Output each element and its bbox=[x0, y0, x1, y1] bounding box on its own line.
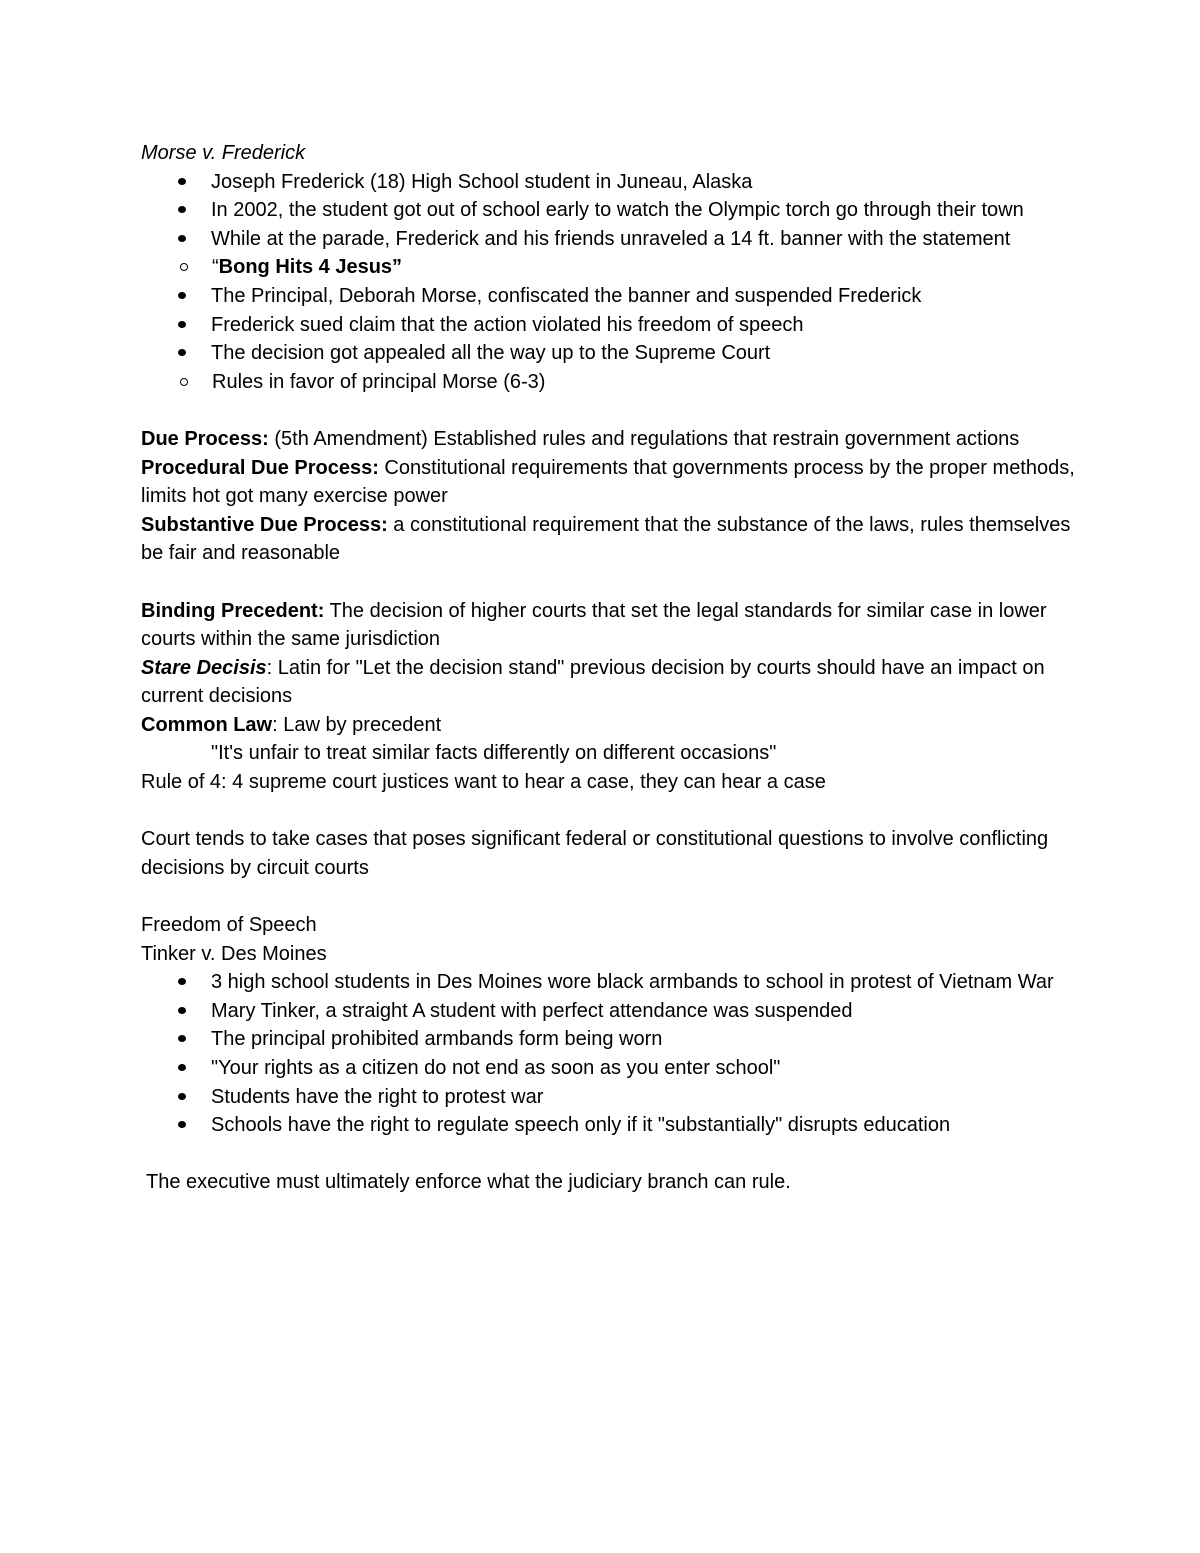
definition-text: : Law by precedent bbox=[272, 713, 442, 736]
section-heading-freedom-of-speech: Freedom of Speech bbox=[141, 914, 317, 937]
list-item: Mary Tinker, a straight A student with perfect attendance was suspended bbox=[211, 997, 1081, 1026]
case-title-morse: Morse v. Frederick bbox=[141, 142, 306, 164]
list-item: Joseph Frederick (18) High School student in Juneau, Alaska bbox=[211, 168, 1081, 197]
definition-substantive-due-process bbox=[141, 511, 1081, 568]
definition-text: The decision of higher courts that set the legal standards for similar case in lower courts within the same jurisdiction bbox=[141, 599, 1047, 651]
morse-sub-list-banner bbox=[141, 253, 1081, 282]
list-item: While at the parade, Frederick and his friends unraveled a 14 ft. banner with the statement bbox=[211, 225, 1081, 254]
morse-bullet-list-continued bbox=[141, 282, 1081, 368]
court-note: Court tends to take cases that poses significant federal or constitutional questions to involve conflicting decisions by circuit courts bbox=[141, 828, 1049, 879]
list-item: In 2002, the student got out of school early to watch the Olympic torch go through their town bbox=[211, 196, 1081, 225]
blank-line bbox=[141, 797, 1081, 826]
blank-line bbox=[141, 396, 1081, 425]
definition-text: (5th Amendment) Established rules and regulations that restrain government actions bbox=[268, 427, 1020, 450]
common-law-quote: "It's unfair to treat similar facts differently on different occasions" bbox=[211, 742, 777, 765]
quote-mark: “ bbox=[212, 256, 219, 279]
rule-of-four: Rule of 4: 4 supreme court justices want to hear a case, they can hear a case bbox=[141, 771, 826, 794]
term: Due Process: bbox=[141, 427, 269, 450]
morse-bullet-list bbox=[141, 168, 1081, 254]
list-item: Frederick sued claim that the action violated his freedom of speech bbox=[211, 311, 1081, 340]
list-item: The Principal, Deborah Morse, confiscated the banner and suspended Frederick bbox=[211, 282, 1081, 311]
morse-sub-list-ruling bbox=[141, 368, 1081, 397]
document-page bbox=[141, 139, 1081, 1197]
term: Procedural Due Process: bbox=[141, 456, 379, 479]
term: Stare Decisis bbox=[141, 656, 267, 679]
definition-text: Constitutional requirements that governments process by the proper methods, limits hot got many exercise power bbox=[141, 456, 1075, 508]
blank-line bbox=[141, 568, 1081, 597]
definition-procedural-due-process bbox=[141, 454, 1081, 511]
list-item: The principal prohibited armbands form being worn bbox=[211, 1025, 1081, 1054]
ruling-item: Rules in favor of principal Morse (6-3) bbox=[212, 368, 1081, 397]
banner-quote bbox=[212, 253, 1081, 282]
definition-text: : Latin for "Let the decision stand" previous decision by courts should have an impact on current decisions bbox=[141, 656, 1045, 708]
blank-line bbox=[141, 882, 1081, 911]
tinker-bullet-list bbox=[141, 968, 1081, 1140]
list-item: Schools have the right to regulate speech only if it "substantially" disrupts education bbox=[211, 1111, 1081, 1140]
term: Substantive Due Process: bbox=[141, 513, 388, 536]
term: Common Law bbox=[141, 713, 273, 736]
definition-due-process bbox=[141, 425, 1081, 454]
list-item: The decision got appealed all the way up to the Supreme Court bbox=[211, 339, 1081, 368]
term: Binding Precedent: bbox=[141, 599, 325, 622]
list-item: 3 high school students in Des Moines wore black armbands to school in protest of Vietnam War bbox=[211, 968, 1081, 997]
definition-binding-precedent bbox=[141, 597, 1081, 654]
case-title-tinker: Tinker v. Des Moines bbox=[141, 942, 327, 965]
definition-text: a constitutional requirement that the substance of the laws, rules themselves be fair and reasonable bbox=[141, 513, 1071, 565]
blank-line bbox=[141, 1140, 1081, 1169]
definition-common-law bbox=[141, 711, 1081, 740]
banner-quote-text: Bong Hits 4 Jesus” bbox=[218, 256, 403, 279]
list-item: Students have the right to protest war bbox=[211, 1083, 1081, 1112]
closing-statement: The executive must ultimately enforce what the judiciary branch can rule. bbox=[146, 1171, 791, 1194]
definition-stare-decisis bbox=[141, 654, 1081, 711]
list-item: "Your rights as a citizen do not end as soon as you enter school" bbox=[211, 1054, 1081, 1083]
